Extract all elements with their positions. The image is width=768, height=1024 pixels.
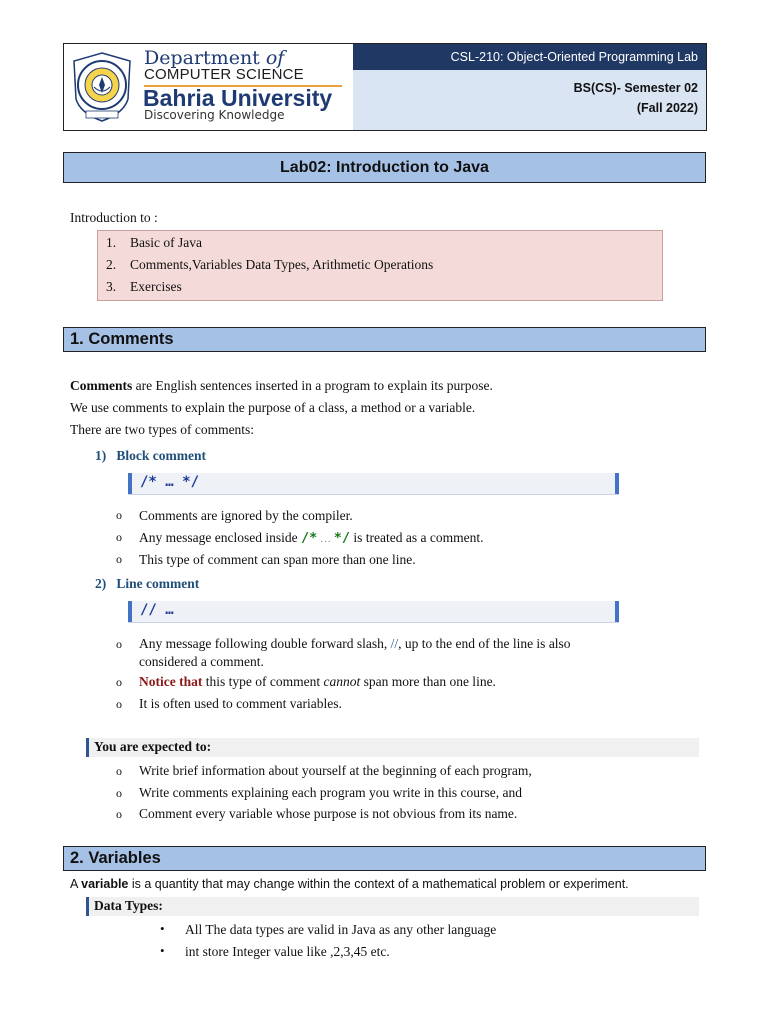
university-tagline: Discovering Knowledge bbox=[144, 108, 285, 122]
comments-types-intro: There are two types of comments: bbox=[70, 422, 255, 437]
line-bullet: Notice that this type of comment cannot span more than one line. bbox=[139, 674, 496, 689]
data-types-label: Data Types: bbox=[86, 897, 699, 916]
bullet-icon: • bbox=[160, 921, 165, 936]
line-comment-code: // … bbox=[128, 601, 619, 622]
term-line: (Fall 2022) bbox=[636, 101, 698, 115]
data-type-item: int store Integer value like ,2,3,45 etc. bbox=[185, 944, 390, 959]
block-comment-code: /* … */ bbox=[128, 473, 619, 494]
intro-label: Introduction to : bbox=[70, 210, 158, 225]
department-label: Department of bbox=[144, 47, 285, 69]
bullet-icon: o bbox=[116, 807, 122, 821]
expected-label: You are expected to: bbox=[86, 738, 699, 757]
comments-definition: Comments are English sentences inserted in a program to explain its purpose. bbox=[70, 378, 493, 393]
data-type-item: All The data types are valid in Java as any other language bbox=[185, 922, 497, 937]
comments-purpose: We use comments to explain the purpose of a class, a method or a variable. bbox=[70, 400, 476, 415]
expected-item: Comment every variable whose purpose is not obvious from its name. bbox=[139, 806, 518, 821]
intro-item: 3. Exercises bbox=[106, 279, 182, 294]
line-comment-title: 2) Line comment bbox=[95, 576, 200, 591]
block-comment-title: 1) Block comment bbox=[95, 448, 206, 463]
university-seal-logo bbox=[70, 51, 134, 123]
document-header bbox=[63, 43, 707, 131]
bullet-icon: o bbox=[116, 508, 122, 522]
line-bullet: It is often used to comment variables. bbox=[139, 696, 342, 711]
block-bullet: Comments are ignored by the compiler. bbox=[139, 508, 353, 523]
section-heading-comments: 1. Comments bbox=[63, 327, 706, 352]
block-bullet: Any message enclosed inside /* … */ is treated as a comment. bbox=[139, 530, 484, 546]
logo-cell bbox=[64, 44, 354, 130]
intro-item: 1. Basic of Java bbox=[106, 235, 202, 250]
intro-list bbox=[97, 230, 663, 301]
bullet-icon: o bbox=[116, 637, 122, 651]
bullet-icon: o bbox=[116, 786, 122, 800]
bullet-icon: o bbox=[116, 697, 122, 711]
expected-item: Write comments explaining each program you write in this course, and bbox=[139, 785, 522, 800]
semester-line: BS(CS)- Semester 02 bbox=[573, 81, 698, 95]
department-name: COMPUTER SCIENCE bbox=[144, 66, 304, 83]
bullet-icon: o bbox=[116, 530, 122, 544]
bullet-icon: o bbox=[116, 675, 122, 689]
line-bullet-continuation: considered a comment. bbox=[139, 654, 264, 669]
lab-title: Lab02: Introduction to Java bbox=[63, 152, 706, 183]
variable-definition: A variable is a quantity that may change within the context of a mathematical problem or experiment. bbox=[70, 877, 629, 891]
expected-item: Write brief information about yourself at the beginning of each program, bbox=[139, 763, 532, 778]
block-bullet: This type of comment can span more than one line. bbox=[139, 552, 416, 567]
course-title: CSL-210: Object-Oriented Programming Lab bbox=[353, 44, 706, 70]
bullet-icon: • bbox=[160, 943, 165, 958]
intro-item: 2. Comments,Variables Data Types, Arithmetic Operations bbox=[106, 257, 434, 272]
university-name: Bahria University bbox=[143, 85, 333, 111]
section-heading-variables: 2. Variables bbox=[63, 846, 706, 871]
semester-info bbox=[353, 70, 706, 130]
line-bullet: Any message following double forward slash, //, up to the end of the line is also bbox=[139, 636, 571, 651]
bullet-icon: o bbox=[116, 764, 122, 778]
bullet-icon: o bbox=[116, 552, 122, 566]
